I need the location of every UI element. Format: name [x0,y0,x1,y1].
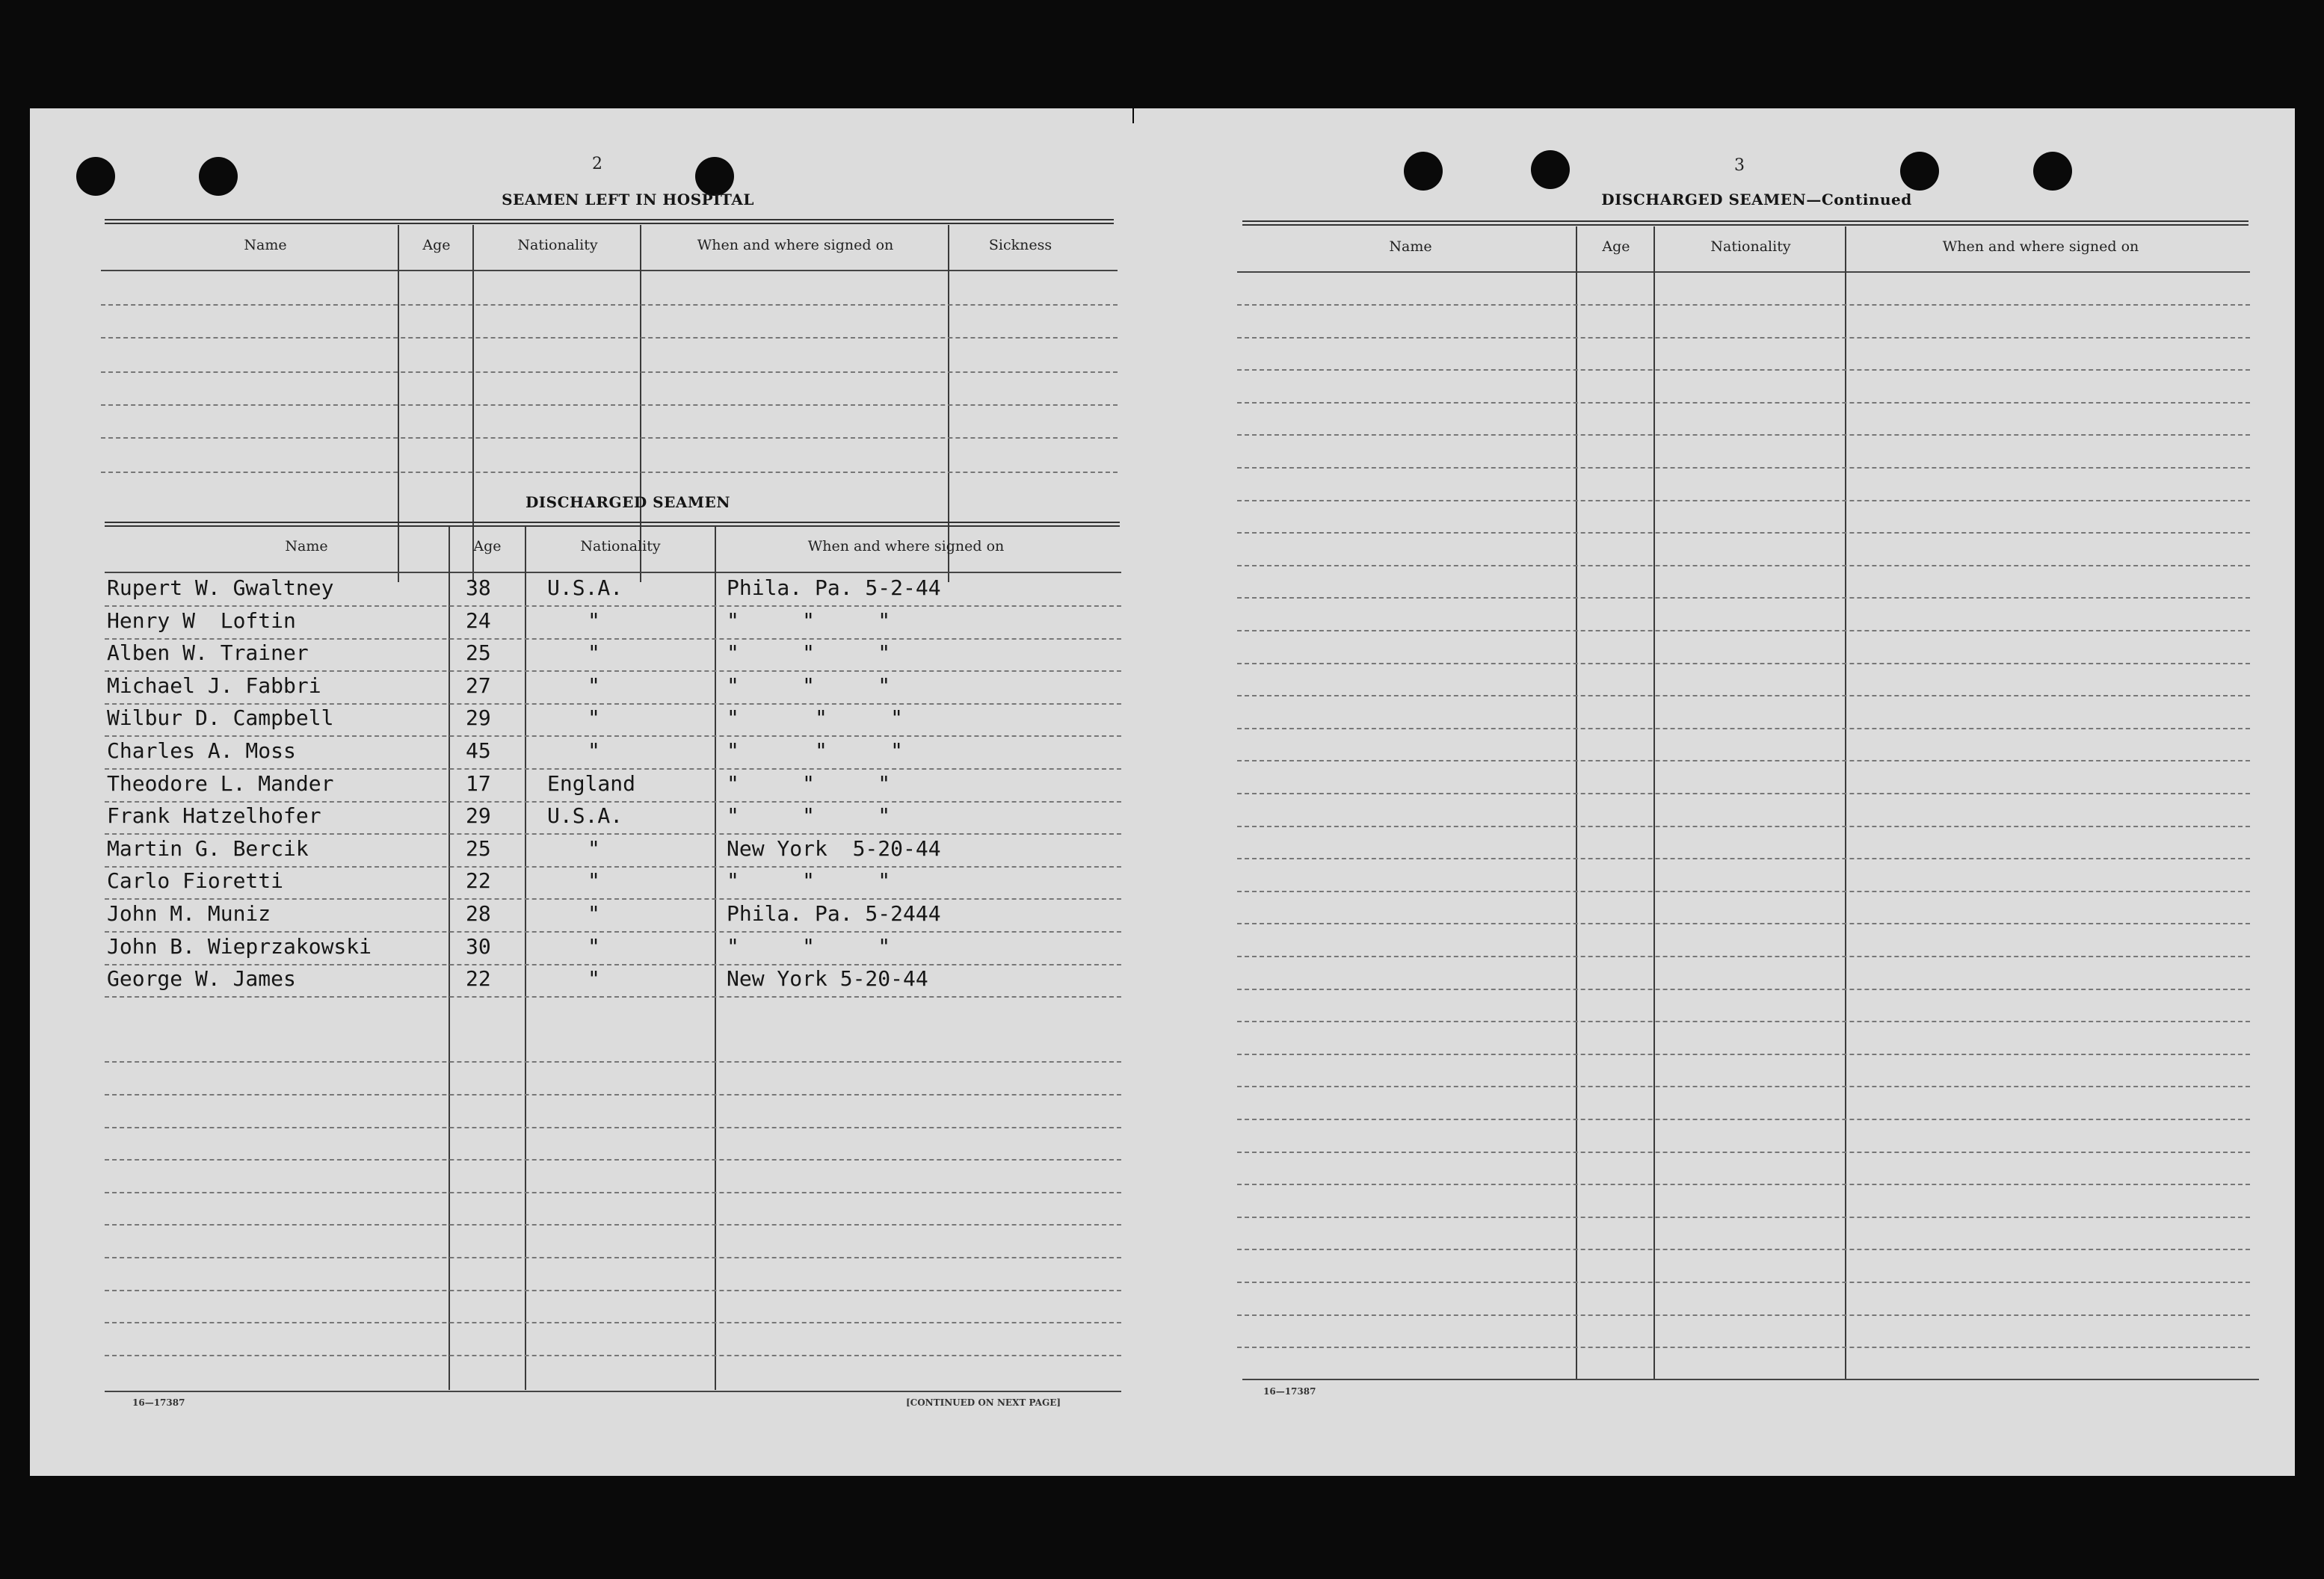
seaman-signed-on: " " " [727,868,891,894]
table-row-line [1237,760,2250,761]
table-row-line [105,1322,1121,1323]
hospital-row-line [101,404,1118,406]
right-col-divider [1653,226,1655,1379]
hospital-header-signed-on: When and where signed on [697,237,894,253]
table-row-line [1237,923,2250,924]
seaman-nationality: " [588,640,600,666]
hospital-col-divider [398,225,399,582]
seaman-nationality: " [588,901,600,926]
seaman-age: 27 [466,673,491,698]
right-bottom-rule [1242,1379,2259,1380]
table-row-line [105,670,1121,672]
hospital-header-age: Age [422,237,451,253]
punch-hole [2033,152,2072,191]
hospital-table-top-rule [105,219,1114,224]
table-row-line [105,1192,1121,1193]
seaman-nationality: " [588,966,600,992]
table-row-line [1237,402,2250,404]
seaman-signed-on: " " " [727,673,891,698]
table-row-line [1237,1282,2250,1283]
hospital-row-line [101,437,1118,439]
table-row-line [1237,500,2250,501]
table-row-line [1237,1314,2250,1316]
table-row-line [105,1094,1121,1096]
hospital-header-name: Name [244,237,287,253]
hospital-header-sickness: Sickness [988,237,1052,253]
seaman-nationality: U.S.A. [547,575,623,600]
table-row-line [105,638,1121,640]
seaman-age: 45 [466,738,491,763]
table-row-line [1237,728,2250,729]
discharged-header-nationality: Nationality [580,538,661,554]
table-row-line [1237,597,2250,599]
table-row-line [105,605,1121,607]
seaman-name: Theodore L. Mander [107,770,334,796]
seaman-signed-on: Phila. Pa. 5-2444 [727,901,941,926]
seaman-signed-on: " " " [727,770,891,796]
hospital-col-divider [948,225,949,582]
seaman-signed-on: " " " [727,738,904,763]
table-row-line [105,1061,1121,1063]
discharged-header-age: Age [473,538,502,554]
seaman-age: 24 [466,608,491,633]
right-header-name: Name [1389,238,1432,255]
seaman-name: Michael J. Fabbri [107,673,321,698]
page-number-right: 3 [1734,156,1745,175]
seaman-nationality: " [588,868,600,894]
table-row-line [105,931,1121,933]
right-header-rule [1237,271,2250,273]
table-row-line [105,801,1121,803]
seaman-signed-on: " " " [727,705,904,731]
hospital-col-divider [472,225,474,582]
discharged-bottom-rule [105,1391,1121,1392]
seaman-age: 28 [466,901,491,926]
document-sheet [30,108,2295,1476]
seaman-name: John M. Muniz [107,901,271,926]
continued-note: [CONTINUED ON NEXT PAGE] [906,1397,1061,1408]
right-table-top-rule [1242,220,2249,226]
table-row-line [1237,695,2250,696]
hospital-row-line [101,371,1118,373]
right-header-signed-on: When and where signed on [1942,238,2139,255]
discharged-col-divider [525,527,526,1390]
discharged-header-signed-on: When and where signed on [807,538,1005,554]
table-row-line [1237,1119,2250,1120]
table-row-line [105,703,1121,705]
punch-hole [1404,152,1443,191]
seaman-signed-on: " " " [727,608,891,633]
seaman-name: Frank Hatzelhofer [107,803,321,829]
table-row-line [1237,1184,2250,1185]
hospital-row-line [101,472,1118,473]
seaman-name: Wilbur D. Campbell [107,705,334,731]
table-row-line [1237,467,2250,469]
hospital-col-divider [640,225,641,582]
form-number-left: 16—17387 [132,1397,185,1408]
table-row-line [1237,304,2250,306]
table-row-line [105,1159,1121,1161]
seaman-signed-on: Phila. Pa. 5-2-44 [727,575,941,600]
hospital-section-title: SEAMEN LEFT IN HOSPITAL [502,191,754,208]
table-row-line [105,1224,1121,1226]
table-row-line [1237,891,2250,892]
table-row-line [1237,793,2250,794]
table-row-line [1237,532,2250,534]
seaman-nationality: " [588,835,600,861]
seaman-signed-on: " " " [727,803,891,829]
seaman-name: Henry W Loftin [107,608,296,633]
seaman-age: 29 [466,705,491,731]
seaman-age: 17 [466,770,491,796]
table-row-line [105,996,1121,998]
discharged-continued-title: DISCHARGED SEAMEN—Continued [1601,191,1912,208]
table-row-line [105,833,1121,835]
seaman-name: George W. James [107,966,296,992]
punch-hole [1900,152,1939,191]
table-row-line [105,768,1121,770]
table-row-line [1237,1086,2250,1087]
seaman-name: Alben W. Trainer [107,640,309,666]
discharged-table-top-rule [105,522,1120,527]
seaman-signed-on: New York 5-20-44 [727,966,928,992]
seaman-nationality: " [588,608,600,633]
seaman-nationality: U.S.A. [547,803,623,829]
discharged-header-name: Name [285,538,328,554]
right-header-nationality: Nationality [1710,238,1791,255]
table-row-line [105,1127,1121,1128]
table-row-line [1237,956,2250,957]
seaman-age: 29 [466,803,491,829]
seaman-nationality: " [588,673,600,698]
table-row-line [1237,369,2250,371]
seaman-name: Rupert W. Gwaltney [107,575,334,600]
table-row-line [1237,1249,2250,1250]
table-row-line [1237,565,2250,566]
table-row-line [105,735,1121,737]
seaman-age: 38 [466,575,491,600]
seaman-age: 22 [466,966,491,992]
hospital-row-line [101,337,1118,339]
discharged-section-title: DISCHARGED SEAMEN [525,493,731,511]
table-row-line [1237,1152,2250,1153]
table-row-line [1237,1054,2250,1055]
seaman-name: Martin G. Bercik [107,835,309,861]
hospital-header-nationality: Nationality [517,237,598,253]
seaman-name: Charles A. Moss [107,738,296,763]
punch-hole [199,157,238,196]
seaman-name: John B. Wieprzakowski [107,933,372,959]
table-row-line [105,898,1121,900]
page-number-left: 2 [592,155,602,173]
right-col-divider [1576,226,1577,1379]
right-header-age: Age [1602,238,1630,255]
table-row-line [1237,663,2250,664]
seaman-nationality: " [588,738,600,763]
form-number-right: 16—17387 [1263,1386,1316,1397]
seaman-age: 25 [466,640,491,666]
table-row-line [1237,1021,2250,1022]
seaman-age: 25 [466,835,491,861]
table-row-line [1237,630,2250,631]
seaman-age: 30 [466,933,491,959]
seaman-nationality: " [588,933,600,959]
seaman-age: 22 [466,868,491,894]
table-row-line [1237,1217,2250,1218]
seaman-signed-on: New York 5-20-44 [727,835,941,861]
table-row-line [105,1257,1121,1258]
discharged-col-divider [715,527,716,1390]
table-row-line [105,1290,1121,1291]
table-row-line [1237,858,2250,859]
table-row-line [1237,826,2250,827]
seaman-signed-on: " " " [727,640,891,666]
punch-hole [76,157,115,196]
table-row-line [1237,337,2250,339]
hospital-row-line [101,304,1118,306]
table-row-line [105,866,1121,868]
right-col-divider [1845,226,1846,1379]
discharged-col-divider [449,527,450,1390]
page-fold [1132,108,1134,123]
seaman-nationality: " [588,705,600,731]
discharged-header-rule [105,572,1121,573]
table-row-line [1237,1347,2250,1348]
table-row-line [105,964,1121,965]
punch-hole [1531,150,1570,189]
table-row-line [1237,434,2250,436]
seaman-signed-on: " " " [727,933,891,959]
table-row-line [1237,989,2250,990]
seaman-name: Carlo Fioretti [107,868,284,894]
table-row-line [105,1355,1121,1356]
hospital-header-rule [101,270,1118,271]
seaman-nationality: England [547,770,636,796]
